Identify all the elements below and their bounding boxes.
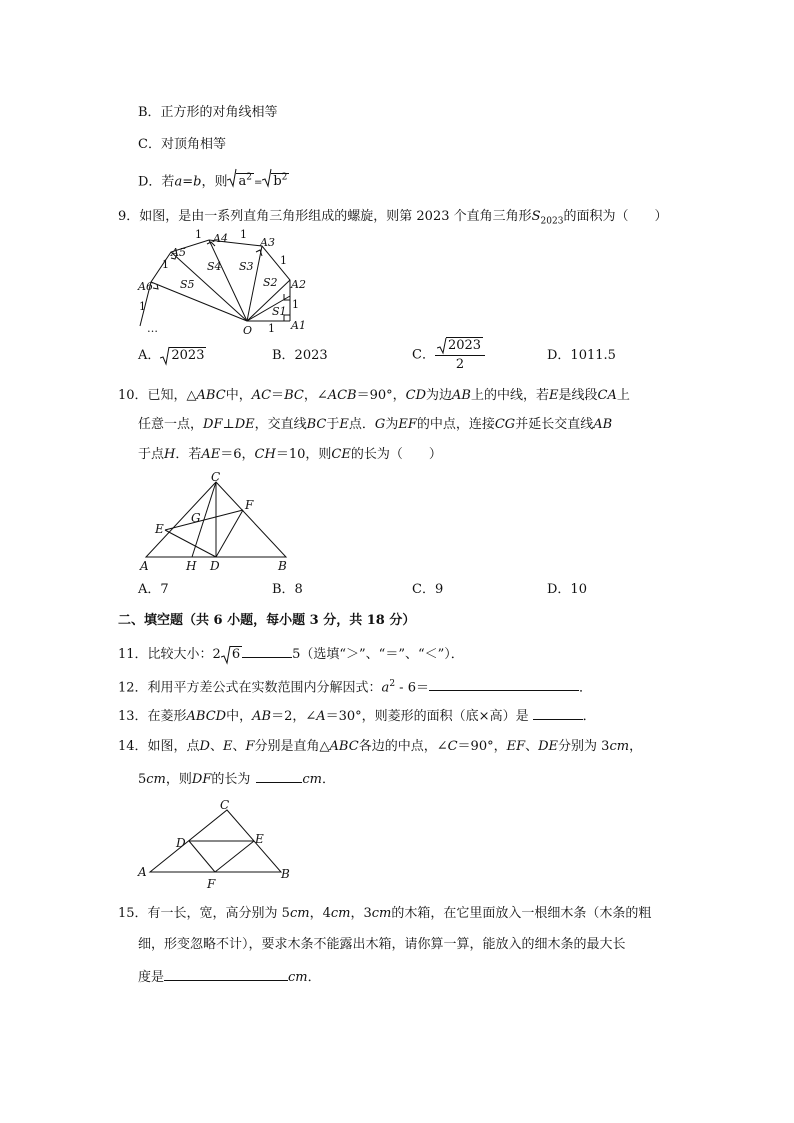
q15-line-1: 15．有一长，宽，高分别为 5cm，4cm，3cm的木箱，在它里面放入一根细木条（木条的粗 <box>118 906 652 921</box>
q8-option-b: B．正方形的对角线相等 <box>138 105 278 120</box>
label-a6: A6 <box>138 280 153 293</box>
label-c: C <box>211 470 221 484</box>
q10-option-c: C．9 <box>412 582 444 597</box>
label-f: F <box>245 498 254 512</box>
q15-line-3: 度是 cm． <box>138 966 321 988</box>
label-one-f: 1 <box>162 258 169 271</box>
q10-triangle-figure <box>138 470 298 576</box>
q10-line-1: 10．已知，△ABC中，AC＝BC，∠ACB＝90°，CD为边AB上的中线，若E是线段CA上 <box>118 388 630 403</box>
label-ellipsis: … <box>147 322 158 335</box>
q9-stem: 9．如图，是由一系列直角三角形组成的螺旋，则第 2023 个直角三角形$S_{2023}$的面积为（ ） <box>118 209 668 227</box>
label-one-c: 1 <box>280 254 287 267</box>
radical-sign-icon <box>437 337 447 355</box>
radical-sign-icon <box>221 645 231 665</box>
label-one-g: 1 <box>139 300 146 313</box>
label-e: E <box>255 832 264 846</box>
label-a: A <box>138 865 147 879</box>
label-o: O <box>243 324 253 337</box>
label-s1: S1 <box>272 305 287 318</box>
q8-option-d: D．若a=b，则 $a^2$ = $b^2$ <box>138 168 289 193</box>
q9-option-b: B．2023 <box>272 348 328 363</box>
label-d: D <box>176 836 186 850</box>
radical-sign-icon <box>262 168 272 188</box>
q10-option-a: A．7 <box>138 582 169 597</box>
q13-answer-blank[interactable] <box>533 705 583 720</box>
q10-option-b: B．8 <box>272 582 303 597</box>
q12-answer-blank[interactable] <box>429 676 579 691</box>
label-e: E <box>155 522 164 536</box>
label-h: H <box>186 559 197 573</box>
q10-line-2: 任意一点，DF⊥DE，交直线BC于E点．G为EF的中点，连接CG并延长交直线AB <box>138 417 613 432</box>
label-a2: A2 <box>291 278 306 291</box>
label-s3: S3 <box>239 260 254 273</box>
label-b: B <box>281 867 290 881</box>
section-2-title: 二、填空题（共 6 小题，每小题 3 分，共 18 分） <box>118 613 416 628</box>
label-b: B <box>278 559 287 573</box>
label-d: D <box>210 559 220 573</box>
label-one-b: 1 <box>292 298 299 311</box>
q13: 13．在菱形ABCD中，AB＝2，∠A＝30°，则菱形的面积（底×高）是 ． <box>118 705 596 727</box>
q15-line-2: 细，形变忽略不计），要求木条不能露出木箱，请你算一算，能放入的细木条的最大长 <box>138 937 626 952</box>
label-f: F <box>207 877 216 891</box>
label-s2: S2 <box>263 276 278 289</box>
label-a4: A4 <box>213 232 228 245</box>
q11-answer-blank[interactable] <box>242 643 292 658</box>
q10-option-d: D．10 <box>547 582 587 597</box>
label-g: G <box>191 511 201 525</box>
label-one-a: 1 <box>268 322 275 335</box>
label-a: A <box>140 559 149 573</box>
q8-option-c: C．对顶角相等 <box>138 137 226 152</box>
q9-option-c: C． $\frac{2023}{2}$ <box>412 337 485 374</box>
label-one-e: 1 <box>195 228 202 241</box>
label-c: C <box>220 798 230 812</box>
q11: 11．比较大小：2 6 5（选填“＞”、“＝”、“＜”）． <box>118 643 464 665</box>
sqrt-a2: $a^2$ <box>227 168 254 192</box>
q15-answer-blank[interactable] <box>164 966 288 981</box>
label-s4: S4 <box>207 260 222 273</box>
q9-option-d: D．1011.5 <box>547 348 616 363</box>
sqrt-b2: $b^2$ <box>262 168 289 192</box>
radical-sign-icon <box>227 168 237 188</box>
label-a1: A1 <box>291 319 306 332</box>
q14-answer-blank[interactable] <box>256 768 302 783</box>
q14-line-2: 5cm，则DF的长为 cm． <box>138 768 335 790</box>
q14-triangle-figure <box>136 796 296 892</box>
label-one-d: 1 <box>240 228 247 241</box>
label-a3: A3 <box>260 236 275 249</box>
label-s5: S5 <box>180 278 195 291</box>
q12: 12．利用平方差公式在实数范围内分解因式：$a^2 - 6=$ ． <box>118 674 592 698</box>
label-a5: A5 <box>171 246 186 259</box>
radical-sign-icon <box>160 346 170 366</box>
q10-line-3: 于点H．若AE＝6，CH＝10，则CE的长为（ ） <box>138 447 442 462</box>
q9-spiral-figure <box>135 228 310 340</box>
q9-option-a: A． 2023 <box>138 346 206 366</box>
q14-line-1: 14．如图，点D、E、F分别是直角△ABC各边的中点，∠C＝90°，EF、DE分别为 3cm， <box>118 739 643 754</box>
